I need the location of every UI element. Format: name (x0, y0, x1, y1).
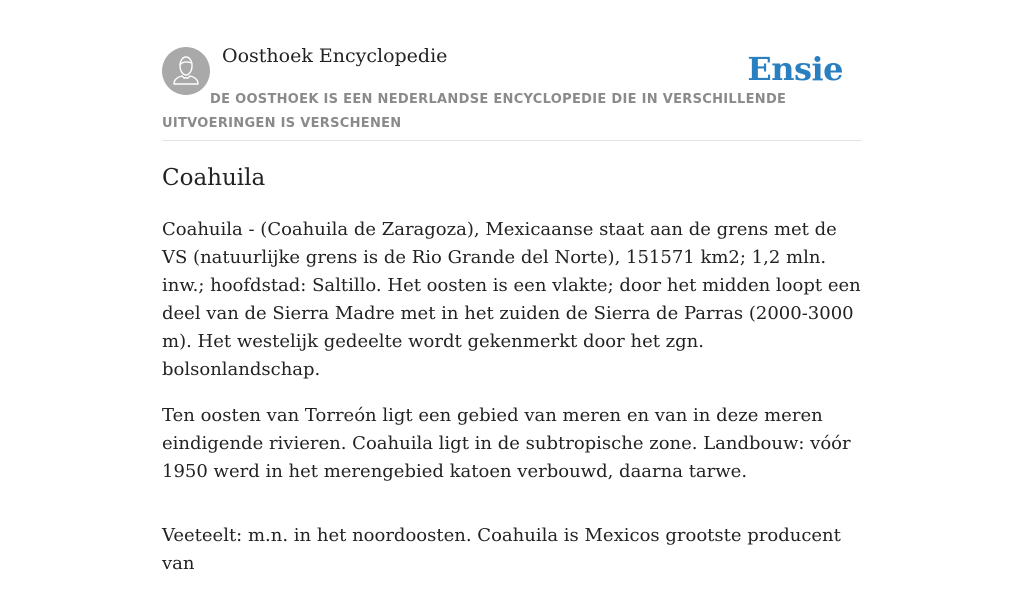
source-description: DE OOSTHOEK IS EEN NEDERLANDSE ENCYCLOPEDIE DIE IN VERSCHILLENDE UITVOERINGEN IS VERSCHENEN (162, 92, 787, 131)
article-title: Coahuila (162, 165, 266, 191)
article-paragraph: Veeteelt: m.n. in het noordoosten. Coahuila is Mexicos grootste producent van (162, 525, 841, 574)
source-name-link[interactable]: Oosthoek Encyclopedie (222, 45, 448, 67)
source-header (162, 0, 862, 141)
article-paragraph: Ten oosten van Torreón ligt een gebied van meren en van in deze meren eindigende rivieren. Coahuila ligt in de subtropische zone. Landbouw: vóór 1950 werd in het merengebied katoen verbouwd, daarna tarwe. (162, 405, 851, 482)
brand-logo[interactable]: Ensie (747, 50, 843, 88)
article-paragraph: Coahuila - (Coahuila de Zaragoza), Mexicaanse staat aan de grens met de VS (natuurlijke grens is de Rio Grande del Norte), 151571 km2; 1,2 mln. inw.; hoofdstad: Saltillo. Het oosten is een vlakte; door het midden loopt een deel van de Sierra Madre met in het zuiden de Sierra de Parras (2000-3000 m). Het westelijk gedeelte wordt gekenmerkt door het zgn. bolsonlandschap. (162, 219, 861, 380)
article (162, 160, 862, 596)
